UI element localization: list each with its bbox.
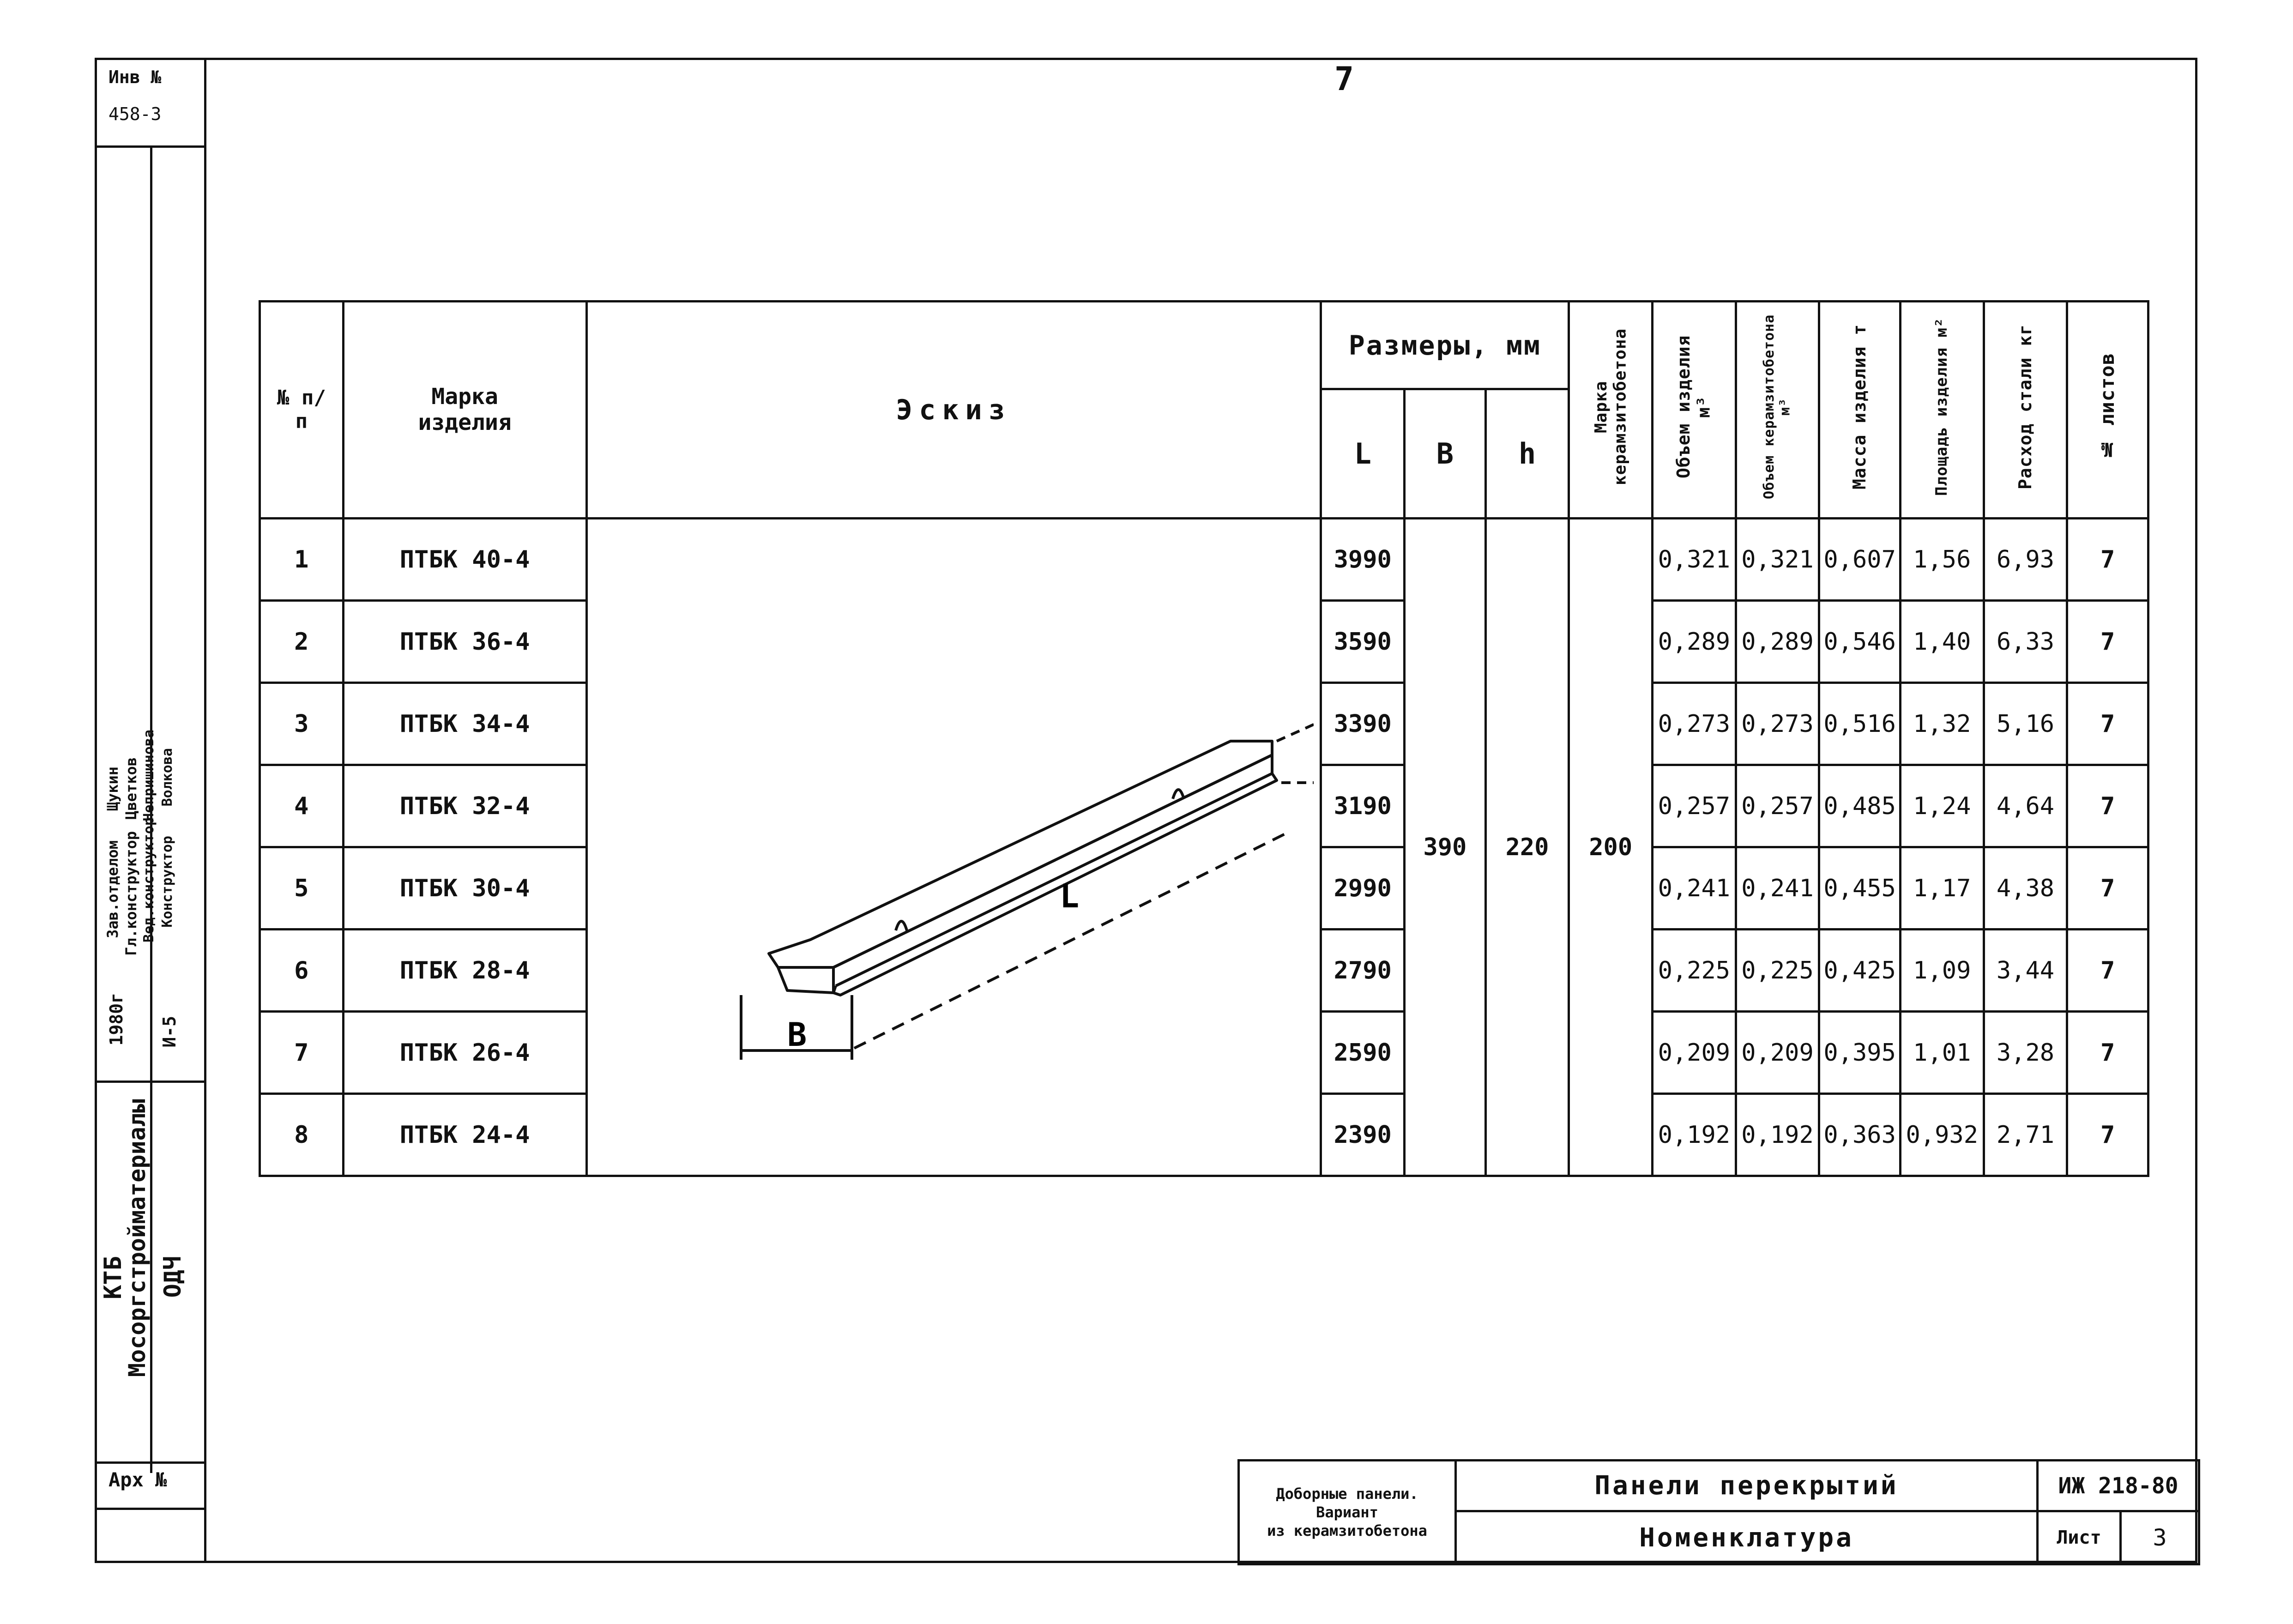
- row-mass: 0,363: [1819, 1094, 1901, 1176]
- cell-h-merged: 220: [1485, 519, 1569, 1176]
- role-3: Вед.конструктор: [141, 817, 157, 942]
- row-volc: 0,273: [1736, 683, 1819, 765]
- row-mark: ПТБК 40-4: [343, 519, 586, 601]
- row-mass: 0,395: [1819, 1012, 1901, 1094]
- header-mark: [343, 302, 586, 519]
- row-steel: 6,93: [1984, 519, 2067, 601]
- row-volc: 0,257: [1736, 765, 1819, 847]
- sketch-cell: [586, 519, 1321, 1176]
- panel-sketch: [593, 524, 1314, 1171]
- row-vol: 0,192: [1653, 1094, 1736, 1176]
- row-steel: 3,28: [1984, 1012, 2067, 1094]
- row-mass: 0,607: [1819, 519, 1901, 601]
- name-3: Непришинова: [141, 730, 157, 821]
- header-area-label: Площадь изделия м²: [1932, 317, 1951, 496]
- stamp-sheet-number: 3: [2121, 1511, 2199, 1564]
- row-mark: ПТБК 36-4: [343, 601, 586, 683]
- strip-inv-box: [95, 58, 206, 148]
- stamp-code: ИЖ 218-80: [2038, 1461, 2199, 1511]
- header-vol-concrete: [1736, 302, 1819, 519]
- row-sheet: 7: [2067, 1094, 2148, 1176]
- sheet-code: И-5: [159, 1016, 180, 1048]
- row-num: 2: [260, 601, 344, 683]
- row-mass: 0,425: [1819, 930, 1901, 1012]
- row-area: 1,17: [1900, 847, 1984, 930]
- row-num: 3: [260, 683, 344, 765]
- row-volc: 0,241: [1736, 847, 1819, 930]
- row-vol: 0,225: [1653, 930, 1736, 1012]
- header-sketch: [586, 302, 1321, 519]
- cell-concrete-merged: 200: [1569, 519, 1653, 1176]
- row-mark: ПТБК 30-4: [343, 847, 586, 930]
- name-1: Щукин: [104, 767, 121, 811]
- dept-code: ОДЧ: [159, 1256, 186, 1298]
- page-number: 7: [1334, 60, 1354, 98]
- header-sheets: [2067, 302, 2148, 519]
- strip-divider-3: [95, 1508, 206, 1510]
- arch-label: Арх №: [109, 1468, 167, 1491]
- row-sheet: 7: [2067, 847, 2148, 930]
- role-2: Гл.конструктор: [122, 831, 140, 956]
- row-steel: 5,16: [1984, 683, 2067, 765]
- header-num-label: № п/п: [277, 386, 326, 433]
- role-1: Зав.отделом: [104, 840, 121, 938]
- row-mark: ПТБК 24-4: [343, 1094, 586, 1176]
- panel-top-face: [769, 741, 1272, 967]
- row-mark: ПТБК 32-4: [343, 765, 586, 847]
- header-mark-label: Марка изделия: [418, 384, 512, 435]
- row-area: 1,32: [1900, 683, 1984, 765]
- row-num: 5: [260, 847, 344, 930]
- stamp-title: Панели перекрытий: [1456, 1461, 2038, 1511]
- stamp-description: [1239, 1461, 1456, 1564]
- sketch-label-length: L: [1060, 877, 1080, 915]
- row-volc: 0,192: [1736, 1094, 1819, 1176]
- row-mass: 0,455: [1819, 847, 1901, 930]
- role-4: Конструктор: [159, 836, 175, 928]
- row-steel: 4,64: [1984, 765, 2067, 847]
- sketch-label-width: B: [787, 1015, 807, 1054]
- row-sheet: 7: [2067, 601, 2148, 683]
- row-vol: 0,289: [1653, 601, 1736, 683]
- header-area: [1900, 302, 1984, 519]
- header-dim-L: [1321, 389, 1405, 519]
- header-dim-h-label: h: [1518, 437, 1536, 471]
- inv-label: Инв №: [109, 67, 162, 87]
- row-sheet: 7: [2067, 765, 2148, 847]
- row-volc: 0,225: [1736, 930, 1819, 1012]
- row-vol: 0,273: [1653, 683, 1736, 765]
- row-area: 1,40: [1900, 601, 1984, 683]
- row-num: 8: [260, 1094, 344, 1176]
- row-steel: 2,71: [1984, 1094, 2067, 1176]
- name-4: Волкова: [159, 748, 175, 807]
- row-steel: 3,44: [1984, 930, 2067, 1012]
- year: 1980г: [106, 993, 127, 1046]
- row-area: 0,932: [1900, 1094, 1984, 1176]
- row-num: 7: [260, 1012, 344, 1094]
- header-steel: [1984, 302, 2067, 519]
- row-sheet: 7: [2067, 519, 2148, 601]
- header-dim-h: [1485, 389, 1569, 519]
- row-area: 1,09: [1900, 930, 1984, 1012]
- row-sheet: 7: [2067, 683, 2148, 765]
- row-num: 4: [260, 765, 344, 847]
- stamp-desc-line2: Вариант: [1316, 1503, 1378, 1521]
- stamp-desc-line3: из керамзитобетона: [1267, 1522, 1427, 1539]
- row-steel: 4,38: [1984, 847, 2067, 930]
- name-2: Цветков: [122, 757, 140, 820]
- row-L: 3390: [1321, 683, 1405, 765]
- row-vol: 0,257: [1653, 765, 1736, 847]
- row-mass: 0,546: [1819, 601, 1901, 683]
- header-mass-label: Масса изделия т: [1849, 324, 1870, 490]
- header-dims-label: Размеры, мм: [1348, 329, 1541, 361]
- row-vol: 0,209: [1653, 1012, 1736, 1094]
- row-mass: 0,516: [1819, 683, 1901, 765]
- header-sheets-label: № листов: [2096, 352, 2119, 461]
- header-sketch-label: Эскиз: [896, 393, 1012, 426]
- row-vol: 0,321: [1653, 519, 1736, 601]
- row-L: 2990: [1321, 847, 1405, 930]
- lifting-loop-2: [1173, 790, 1184, 799]
- header-dim-L-label: L: [1354, 437, 1371, 471]
- row-L: 3190: [1321, 765, 1405, 847]
- header-concrete: [1569, 302, 1653, 519]
- row-vol: 0,241: [1653, 847, 1736, 930]
- row-mark: ПТБК 28-4: [343, 930, 586, 1012]
- row-sheet: 7: [2067, 1012, 2148, 1094]
- org-line1: КТБ: [99, 1256, 127, 1299]
- row-num: 6: [260, 930, 344, 1012]
- header-steel-label: Расход стали кг: [2015, 324, 2035, 490]
- lifting-loop-1: [896, 921, 907, 930]
- stamp-desc-line1: Доборные панели.: [1276, 1485, 1418, 1503]
- strip-divider-2: [95, 1461, 206, 1464]
- cell-B-merged: 390: [1405, 519, 1486, 1176]
- row-volc: 0,321: [1736, 519, 1819, 601]
- header-concrete-label: Марка керамзитобетона: [1591, 328, 1630, 486]
- header-mass: [1819, 302, 1901, 519]
- stamp-subtitle: Номенклатура: [1456, 1511, 2038, 1564]
- row-mark: ПТБК 26-4: [343, 1012, 586, 1094]
- panel-long-side: [833, 755, 1272, 986]
- dim-length-line: [854, 831, 1291, 1048]
- header-vol-item: [1653, 302, 1736, 519]
- row-sheet: 7: [2067, 930, 2148, 1012]
- row-area: 1,01: [1900, 1012, 1984, 1094]
- stamp-sheet-label: Лист: [2038, 1511, 2121, 1564]
- row-L: 2790: [1321, 930, 1405, 1012]
- header-num: [260, 302, 344, 519]
- row-L: 2590: [1321, 1012, 1405, 1094]
- row-area: 1,56: [1900, 519, 1984, 601]
- row-mark: ПТБК 34-4: [343, 683, 586, 765]
- header-dim-B-label: B: [1436, 437, 1454, 471]
- strip-divider-1: [95, 1081, 206, 1083]
- header-vol-concrete-label: Объем керамзитобетона м³: [1761, 314, 1793, 500]
- row-L: 2390: [1321, 1094, 1405, 1176]
- row-L: 3990: [1321, 519, 1405, 601]
- table-row: [260, 519, 2148, 601]
- title-block: [1237, 1459, 2200, 1565]
- row-volc: 0,289: [1736, 601, 1819, 683]
- nomenclature-table: [259, 300, 2149, 1177]
- header-vol-item-label: Объем изделия м³: [1673, 335, 1714, 479]
- inv-value: 458-3: [109, 104, 162, 124]
- row-area: 1,24: [1900, 765, 1984, 847]
- row-L: 3590: [1321, 601, 1405, 683]
- row-mass: 0,485: [1819, 765, 1901, 847]
- header-dims: [1321, 302, 1569, 389]
- row-steel: 6,33: [1984, 601, 2067, 683]
- panel-front-face: [778, 967, 833, 993]
- row-num: 1: [260, 519, 344, 601]
- header-dim-B: [1405, 389, 1486, 519]
- row-volc: 0,209: [1736, 1012, 1819, 1094]
- org-line2: Мосоргстройматериалы: [124, 1099, 151, 1377]
